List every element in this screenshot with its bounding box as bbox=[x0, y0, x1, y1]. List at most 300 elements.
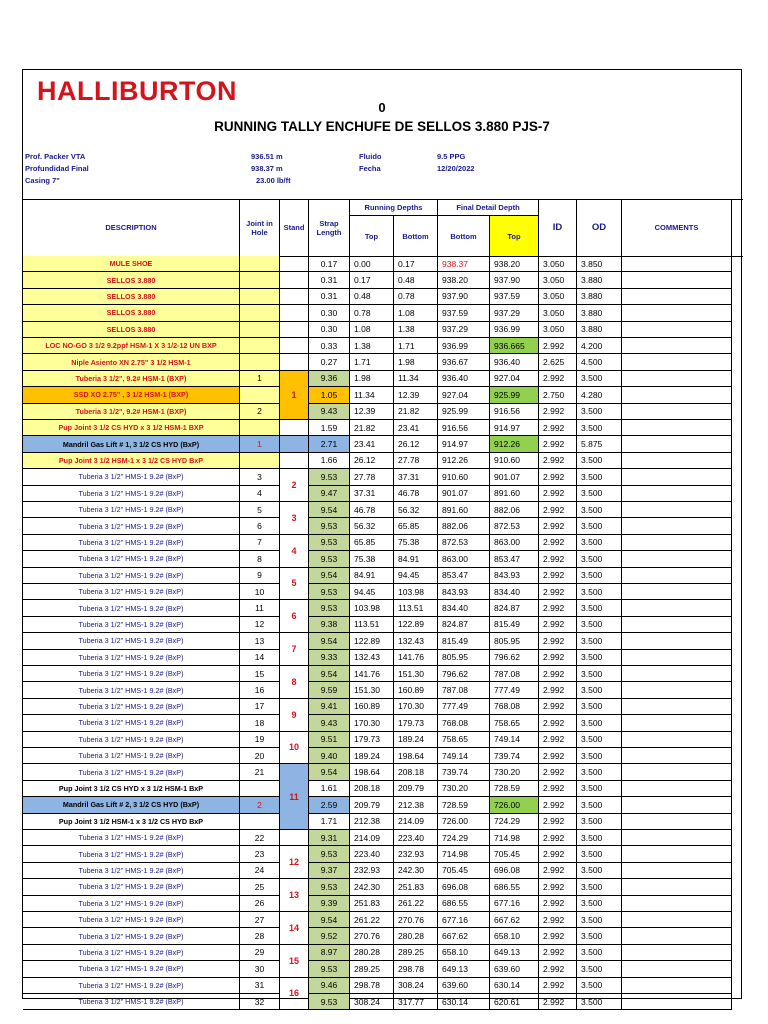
row-running-bottom: 289.25 bbox=[393, 945, 437, 961]
row-final-top: 758.65 bbox=[489, 715, 538, 731]
row-description: Tuberia 3 1/2" HMS-1 9.2# (BxP) bbox=[23, 600, 239, 616]
row-final-top: 843.93 bbox=[489, 568, 538, 584]
row-comments bbox=[621, 584, 731, 600]
row-joint bbox=[239, 781, 279, 797]
row-od: 3.500 bbox=[576, 830, 621, 846]
row-final-top: 937.90 bbox=[489, 272, 538, 288]
table-row bbox=[23, 879, 743, 895]
table-row bbox=[23, 272, 743, 288]
row-joint: 7 bbox=[239, 535, 279, 551]
row-od: 3.500 bbox=[576, 518, 621, 534]
row-final-bottom: 777.49 bbox=[437, 699, 489, 715]
row-id: 2.992 bbox=[538, 863, 576, 879]
row-id: 2.992 bbox=[538, 404, 576, 420]
row-running-bottom: 11.34 bbox=[393, 371, 437, 387]
row-running-top: 270.76 bbox=[349, 928, 393, 944]
row-final-bottom: 936.67 bbox=[437, 354, 489, 370]
col-final-bottom: Bottom bbox=[437, 216, 489, 256]
row-joint: 31 bbox=[239, 978, 279, 994]
row-id: 2.992 bbox=[538, 650, 576, 666]
row-final-bottom: 843.93 bbox=[437, 584, 489, 600]
stand-number: 6 bbox=[279, 600, 308, 633]
row-description: Pup Joint 3 1/2 CS HYD x 3 1/2 HSM-1 BXP bbox=[23, 420, 239, 436]
row-od: 3.500 bbox=[576, 371, 621, 387]
row-description: Tuberia 3 1/2" HMS-1 9.2# (BxP) bbox=[23, 732, 239, 748]
info-label-fluid: Fluido bbox=[359, 152, 382, 161]
col-running-depths: Running Depths bbox=[349, 199, 437, 216]
row-od: 3.500 bbox=[576, 978, 621, 994]
row-final-top: 677.16 bbox=[489, 896, 538, 912]
row-running-bottom: 56.32 bbox=[393, 502, 437, 518]
row-strap-length: 9.38 bbox=[308, 617, 349, 633]
row-comments bbox=[621, 535, 731, 551]
row-comments bbox=[621, 633, 731, 649]
row-final-bottom: 630.14 bbox=[437, 994, 489, 1010]
info-label-casing: Casing 7" bbox=[25, 176, 60, 185]
row-strap-length: 9.59 bbox=[308, 682, 349, 698]
row-strap-length: 9.52 bbox=[308, 928, 349, 944]
row-running-top: 37.31 bbox=[349, 486, 393, 502]
table-row bbox=[23, 584, 743, 600]
row-final-bottom: 863.00 bbox=[437, 551, 489, 567]
col-stand: Stand bbox=[279, 199, 308, 256]
row-final-top: 714.98 bbox=[489, 830, 538, 846]
row-final-top: 726.00 bbox=[489, 797, 538, 813]
row-final-top: 914.97 bbox=[489, 420, 538, 436]
row-strap-length: 9.33 bbox=[308, 650, 349, 666]
table-row bbox=[23, 305, 743, 321]
row-running-top: 261.22 bbox=[349, 912, 393, 928]
tally-sheet bbox=[22, 69, 742, 1007]
halliburton-logo: HALLIBURTON bbox=[37, 76, 237, 106]
row-strap-length: 9.54 bbox=[308, 633, 349, 649]
row-od: 3.500 bbox=[576, 945, 621, 961]
row-running-bottom: 242.30 bbox=[393, 863, 437, 879]
row-final-top: 658.10 bbox=[489, 928, 538, 944]
row-final-bottom: 891.60 bbox=[437, 502, 489, 518]
row-comments bbox=[621, 436, 731, 452]
row-final-bottom: 882.06 bbox=[437, 518, 489, 534]
row-running-bottom: 223.40 bbox=[393, 830, 437, 846]
row-description: Tuberia 3 1/2" HMS-1 9.2# (BxP) bbox=[23, 945, 239, 961]
row-id: 3.050 bbox=[538, 256, 576, 272]
row-description: Tuberia 3 1/2" HMS-1 9.2# (BxP) bbox=[23, 748, 239, 764]
row-running-bottom: 84.91 bbox=[393, 551, 437, 567]
row-id: 2.992 bbox=[538, 748, 576, 764]
row-id: 2.992 bbox=[538, 896, 576, 912]
row-final-top: 834.40 bbox=[489, 584, 538, 600]
table-row bbox=[23, 994, 743, 1010]
row-running-top: 12.39 bbox=[349, 404, 393, 420]
row-strap-length: 9.36 bbox=[308, 371, 349, 387]
row-description: Tuberia 3 1/2" HMS-1 9.2# (BxP) bbox=[23, 666, 239, 682]
row-comments bbox=[621, 289, 731, 305]
row-running-top: 141.76 bbox=[349, 666, 393, 682]
row-running-top: 23.41 bbox=[349, 436, 393, 452]
row-final-bottom: 726.00 bbox=[437, 814, 489, 830]
info-label-packer: Prof. Packer VTA bbox=[25, 152, 86, 161]
row-strap-length: 9.53 bbox=[308, 518, 349, 534]
row-running-top: 1.98 bbox=[349, 371, 393, 387]
row-running-bottom: 280.28 bbox=[393, 928, 437, 944]
row-id: 2.992 bbox=[538, 732, 576, 748]
row-description: Tuberia 3 1/2" HMS-1 9.2# (BxP) bbox=[23, 978, 239, 994]
row-running-bottom: 170.30 bbox=[393, 699, 437, 715]
row-joint: 16 bbox=[239, 682, 279, 698]
row-final-bottom: 686.55 bbox=[437, 896, 489, 912]
row-id: 3.050 bbox=[538, 322, 576, 338]
row-description: Tuberia 3 1/2" HMS-1 9.2# (BxP) bbox=[23, 584, 239, 600]
row-joint: 29 bbox=[239, 945, 279, 961]
row-strap-length: 9.46 bbox=[308, 978, 349, 994]
info-value-packer: 936.51 m bbox=[251, 152, 283, 161]
row-strap-length: 9.41 bbox=[308, 699, 349, 715]
row-strap-length: 9.47 bbox=[308, 486, 349, 502]
col-running-top: Top bbox=[349, 216, 393, 256]
row-strap-length: 9.37 bbox=[308, 863, 349, 879]
row-strap-length: 8.97 bbox=[308, 945, 349, 961]
row-stand bbox=[279, 272, 308, 288]
stand-number: 12 bbox=[279, 846, 308, 879]
row-stand bbox=[279, 354, 308, 370]
row-od: 3.500 bbox=[576, 617, 621, 633]
row-joint bbox=[239, 322, 279, 338]
row-running-bottom: 23.41 bbox=[393, 420, 437, 436]
row-final-top: 796.62 bbox=[489, 650, 538, 666]
row-joint: 2 bbox=[239, 404, 279, 420]
row-description: Tuberia 3 1/2" HMS-1 9.2# (BxP) bbox=[23, 469, 239, 485]
row-description: Pup Joint 3 1/2 HSM-1 x 3 1/2 CS HYD BxP bbox=[23, 453, 239, 469]
row-final-bottom: 872.53 bbox=[437, 535, 489, 551]
table-row bbox=[23, 289, 743, 305]
table-row bbox=[23, 633, 743, 649]
row-comments bbox=[621, 978, 731, 994]
row-running-top: 280.28 bbox=[349, 945, 393, 961]
row-id: 2.992 bbox=[538, 436, 576, 452]
row-joint: 12 bbox=[239, 617, 279, 633]
table-row bbox=[23, 666, 743, 682]
row-joint: 10 bbox=[239, 584, 279, 600]
row-final-bottom: 925.99 bbox=[437, 404, 489, 420]
row-final-top: 739.74 bbox=[489, 748, 538, 764]
row-joint: 6 bbox=[239, 518, 279, 534]
row-final-bottom: 937.59 bbox=[437, 305, 489, 321]
row-final-top: 639.60 bbox=[489, 961, 538, 977]
row-comments bbox=[621, 748, 731, 764]
row-description: Tuberia 3 1/2" HMS-1 9.2# (BxP) bbox=[23, 650, 239, 666]
row-running-bottom: 198.64 bbox=[393, 748, 437, 764]
col-comments: COMMENTS bbox=[621, 199, 731, 256]
row-description: Tuberia 3 1/2", 9.2# HSM-1 (BXP) bbox=[23, 371, 239, 387]
row-final-top: 724.29 bbox=[489, 814, 538, 830]
row-description: Tuberia 3 1/2" HMS-1 9.2# (BxP) bbox=[23, 568, 239, 584]
row-running-top: 198.64 bbox=[349, 764, 393, 780]
row-running-bottom: 113.51 bbox=[393, 600, 437, 616]
table-row bbox=[23, 256, 743, 272]
row-comments bbox=[621, 896, 731, 912]
row-stand bbox=[279, 453, 308, 469]
row-comments bbox=[621, 699, 731, 715]
row-running-top: 308.24 bbox=[349, 994, 393, 1010]
row-joint: 4 bbox=[239, 486, 279, 502]
row-final-top: 730.20 bbox=[489, 764, 538, 780]
row-joint: 18 bbox=[239, 715, 279, 731]
col-running-bottom: Bottom bbox=[393, 216, 437, 256]
row-final-bottom: 705.45 bbox=[437, 863, 489, 879]
page-title: RUNNING TALLY ENCHUFE DE SELLOS 3.880 PJS-7 bbox=[214, 119, 550, 134]
table-row bbox=[23, 896, 743, 912]
row-running-bottom: 1.98 bbox=[393, 354, 437, 370]
row-final-bottom: 768.08 bbox=[437, 715, 489, 731]
stand-number: 7 bbox=[279, 633, 308, 666]
row-running-top: 0.17 bbox=[349, 272, 393, 288]
row-joint: 26 bbox=[239, 896, 279, 912]
row-strap-length: 9.53 bbox=[308, 994, 349, 1010]
table-row bbox=[23, 797, 743, 813]
row-running-top: 289.25 bbox=[349, 961, 393, 977]
row-description: Mandril Gas Lift # 2, 3 1/2 CS HYD (BxP) bbox=[23, 797, 239, 813]
row-joint: 3 bbox=[239, 469, 279, 485]
row-final-top: 882.06 bbox=[489, 502, 538, 518]
stand-number: 3 bbox=[279, 502, 308, 535]
row-final-bottom: 927.04 bbox=[437, 387, 489, 403]
row-joint: 25 bbox=[239, 879, 279, 895]
row-running-bottom: 21.82 bbox=[393, 404, 437, 420]
stand-number: 4 bbox=[279, 535, 308, 568]
row-final-bottom: 912.26 bbox=[437, 453, 489, 469]
row-description: Tuberia 3 1/2" HMS-1 9.2# (BxP) bbox=[23, 896, 239, 912]
stand-number: 11 bbox=[279, 764, 308, 830]
row-running-top: 1.71 bbox=[349, 354, 393, 370]
stand-number: 8 bbox=[279, 666, 308, 699]
table-row bbox=[23, 453, 743, 469]
row-running-bottom: 1.71 bbox=[393, 338, 437, 354]
row-final-top: 777.49 bbox=[489, 682, 538, 698]
row-running-bottom: 160.89 bbox=[393, 682, 437, 698]
row-final-bottom: 936.40 bbox=[437, 371, 489, 387]
row-running-top: 46.78 bbox=[349, 502, 393, 518]
row-od: 4.280 bbox=[576, 387, 621, 403]
header-number: 0 bbox=[378, 100, 386, 115]
row-joint bbox=[239, 354, 279, 370]
row-strap-length: 1.71 bbox=[308, 814, 349, 830]
row-running-bottom: 0.78 bbox=[393, 289, 437, 305]
row-od: 3.500 bbox=[576, 404, 621, 420]
row-comments bbox=[621, 846, 731, 862]
row-comments bbox=[621, 666, 731, 682]
row-final-top: 916.56 bbox=[489, 404, 538, 420]
row-final-bottom: 824.87 bbox=[437, 617, 489, 633]
row-comments bbox=[621, 338, 731, 354]
table-row bbox=[23, 354, 743, 370]
row-comments bbox=[621, 256, 731, 272]
row-joint: 11 bbox=[239, 600, 279, 616]
row-id: 2.992 bbox=[538, 486, 576, 502]
row-running-top: 26.12 bbox=[349, 453, 393, 469]
row-running-bottom: 209.79 bbox=[393, 781, 437, 797]
row-final-bottom: 853.47 bbox=[437, 568, 489, 584]
row-running-top: 251.83 bbox=[349, 896, 393, 912]
row-stand bbox=[279, 436, 308, 452]
table-row bbox=[23, 699, 743, 715]
row-joint: 8 bbox=[239, 551, 279, 567]
row-description: Niple Asiento XN 2.75" 3 1/2 HSM-1 bbox=[23, 354, 239, 370]
row-od: 3.880 bbox=[576, 272, 621, 288]
row-running-bottom: 0.48 bbox=[393, 272, 437, 288]
row-strap-length: 9.53 bbox=[308, 961, 349, 977]
table-row bbox=[23, 764, 743, 780]
row-comments bbox=[621, 764, 731, 780]
row-id: 2.625 bbox=[538, 354, 576, 370]
row-final-bottom: 805.95 bbox=[437, 650, 489, 666]
row-od: 3.500 bbox=[576, 748, 621, 764]
row-joint: 32 bbox=[239, 994, 279, 1010]
row-running-top: 212.38 bbox=[349, 814, 393, 830]
row-running-top: 122.89 bbox=[349, 633, 393, 649]
row-final-bottom: 937.29 bbox=[437, 322, 489, 338]
row-od: 3.500 bbox=[576, 994, 621, 1010]
row-comments bbox=[621, 830, 731, 846]
row-description: MULE SHOE bbox=[23, 256, 239, 272]
table-row bbox=[23, 682, 743, 698]
row-description: SELLOS 3.880 bbox=[23, 289, 239, 305]
row-joint bbox=[239, 272, 279, 288]
row-strap-length: 9.53 bbox=[308, 551, 349, 567]
row-description: Tuberia 3 1/2" HMS-1 9.2# (BxP) bbox=[23, 502, 239, 518]
row-final-top: 853.47 bbox=[489, 551, 538, 567]
table-row bbox=[23, 568, 743, 584]
table-row bbox=[23, 322, 743, 338]
row-running-top: 27.78 bbox=[349, 469, 393, 485]
row-final-bottom: 739.74 bbox=[437, 764, 489, 780]
row-final-top: 936.665 bbox=[489, 338, 538, 354]
row-final-bottom: 730.20 bbox=[437, 781, 489, 797]
row-joint bbox=[239, 305, 279, 321]
row-od: 3.500 bbox=[576, 846, 621, 862]
stand-number: 15 bbox=[279, 945, 308, 978]
table-row bbox=[23, 404, 743, 420]
row-final-bottom: 677.16 bbox=[437, 912, 489, 928]
row-comments bbox=[621, 945, 731, 961]
row-comments bbox=[621, 305, 731, 321]
row-id: 2.992 bbox=[538, 814, 576, 830]
row-description: Tuberia 3 1/2" HMS-1 9.2# (BxP) bbox=[23, 928, 239, 944]
info-label-final-depth: Profundidad Final bbox=[25, 164, 89, 173]
row-running-top: 65.85 bbox=[349, 535, 393, 551]
row-comments bbox=[621, 994, 731, 1010]
row-od: 3.500 bbox=[576, 912, 621, 928]
row-stand bbox=[279, 420, 308, 436]
row-joint: 22 bbox=[239, 830, 279, 846]
row-final-top: 728.59 bbox=[489, 781, 538, 797]
row-od: 3.500 bbox=[576, 633, 621, 649]
row-od: 3.500 bbox=[576, 584, 621, 600]
row-id: 2.992 bbox=[538, 600, 576, 616]
row-final-top: 863.00 bbox=[489, 535, 538, 551]
row-strap-length: 9.43 bbox=[308, 404, 349, 420]
row-comments bbox=[621, 568, 731, 584]
col-description: DESCRIPTION bbox=[105, 223, 157, 232]
row-description: Tuberia 3 1/2" HMS-1 9.2# (BxP) bbox=[23, 764, 239, 780]
row-description: Tuberia 3 1/2" HMS-1 9.2# (BxP) bbox=[23, 486, 239, 502]
row-od: 3.880 bbox=[576, 305, 621, 321]
row-strap-length: 9.54 bbox=[308, 568, 349, 584]
row-id: 2.992 bbox=[538, 715, 576, 731]
row-id: 2.992 bbox=[538, 846, 576, 862]
row-final-bottom: 901.07 bbox=[437, 486, 489, 502]
row-stand bbox=[279, 256, 308, 272]
row-running-bottom: 261.22 bbox=[393, 896, 437, 912]
table-row bbox=[23, 961, 743, 977]
row-strap-length: 9.40 bbox=[308, 748, 349, 764]
info-value-final-depth: 938.37 m bbox=[251, 164, 283, 173]
table-row bbox=[23, 518, 743, 534]
row-od: 3.850 bbox=[576, 256, 621, 272]
row-final-bottom: 714.98 bbox=[437, 846, 489, 862]
row-strap-length: 0.30 bbox=[308, 305, 349, 321]
row-running-top: 56.32 bbox=[349, 518, 393, 534]
row-running-bottom: 103.98 bbox=[393, 584, 437, 600]
row-comments bbox=[621, 682, 731, 698]
row-description: Pup Joint 3 1/2 CS HYD x 3 1/2 HSM-1 BxP bbox=[23, 781, 239, 797]
row-running-top: 151.30 bbox=[349, 682, 393, 698]
row-comments bbox=[621, 797, 731, 813]
row-final-bottom: 938.37 bbox=[437, 256, 489, 272]
row-comments bbox=[621, 518, 731, 534]
row-running-bottom: 270.76 bbox=[393, 912, 437, 928]
col-final-detail-depth: Final Detail Depth bbox=[437, 199, 538, 216]
row-final-bottom: 639.60 bbox=[437, 978, 489, 994]
row-running-bottom: 212.38 bbox=[393, 797, 437, 813]
row-description: Tuberia 3 1/2" HMS-1 9.2# (BxP) bbox=[23, 699, 239, 715]
row-joint: 24 bbox=[239, 863, 279, 879]
stand-number: 9 bbox=[279, 699, 308, 732]
row-od: 3.500 bbox=[576, 715, 621, 731]
row-final-bottom: 658.10 bbox=[437, 945, 489, 961]
row-strap-length: 9.31 bbox=[308, 830, 349, 846]
row-joint: 1 bbox=[239, 371, 279, 387]
row-running-top: 170.30 bbox=[349, 715, 393, 731]
row-running-bottom: 208.18 bbox=[393, 764, 437, 780]
row-running-top: 179.73 bbox=[349, 732, 393, 748]
row-final-bottom: 938.20 bbox=[437, 272, 489, 288]
row-id: 2.992 bbox=[538, 830, 576, 846]
row-comments bbox=[621, 272, 731, 288]
row-running-top: 160.89 bbox=[349, 699, 393, 715]
row-final-top: 937.29 bbox=[489, 305, 538, 321]
row-joint: 20 bbox=[239, 748, 279, 764]
table-row bbox=[23, 715, 743, 731]
row-final-top: 787.08 bbox=[489, 666, 538, 682]
row-running-bottom: 26.12 bbox=[393, 436, 437, 452]
row-running-bottom: 298.78 bbox=[393, 961, 437, 977]
row-final-top: 649.13 bbox=[489, 945, 538, 961]
row-od: 3.500 bbox=[576, 781, 621, 797]
row-od: 3.500 bbox=[576, 486, 621, 502]
row-id: 2.992 bbox=[538, 551, 576, 567]
row-id: 2.992 bbox=[538, 928, 576, 944]
row-od: 3.500 bbox=[576, 764, 621, 780]
row-od: 3.500 bbox=[576, 797, 621, 813]
row-final-top: 705.45 bbox=[489, 846, 538, 862]
row-strap-length: 1.66 bbox=[308, 453, 349, 469]
row-strap-length: 9.53 bbox=[308, 535, 349, 551]
row-id: 2.992 bbox=[538, 666, 576, 682]
row-od: 3.500 bbox=[576, 879, 621, 895]
row-final-bottom: 834.40 bbox=[437, 600, 489, 616]
row-strap-length: 1.61 bbox=[308, 781, 349, 797]
row-running-bottom: 46.78 bbox=[393, 486, 437, 502]
